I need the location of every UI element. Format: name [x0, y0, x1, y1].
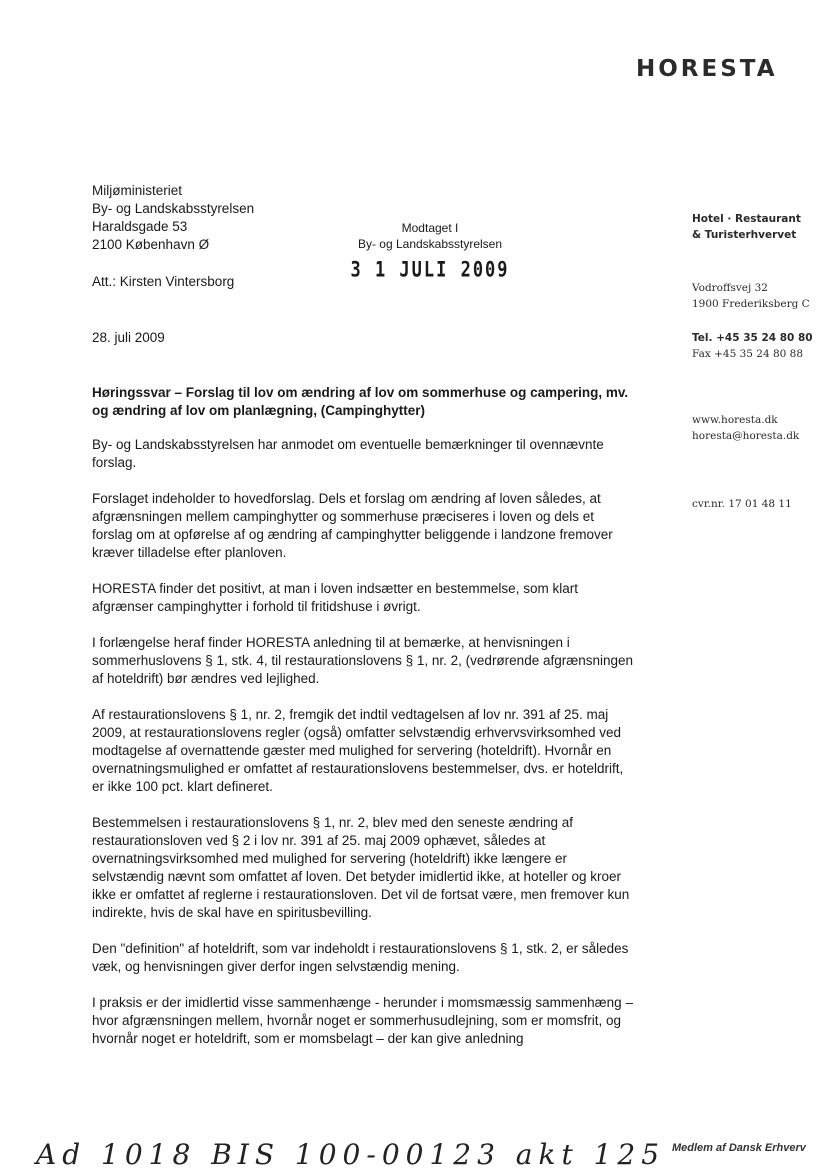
- sidebar-cvr: [692, 496, 792, 512]
- sidebar-contact: [692, 412, 799, 444]
- sidebar-org: [692, 211, 801, 243]
- org-line2: & Turisterhvervet: [692, 229, 797, 241]
- cvr-line: cvr.nr. 17 01 48 11: [692, 498, 792, 510]
- sidebar-phone: [692, 330, 813, 362]
- web-link[interactable]: www.horesta.dk: [692, 414, 778, 426]
- letter-heading: Høringssvar – Forslag til lov om ændring af lov om sommerhuse og campering, mv. og ændring af lov om planlægning, (Campinghytter): [92, 385, 629, 418]
- fax-line: Fax +45 35 24 80 88: [692, 348, 804, 360]
- paragraph: Bestemmelsen i restaurationslovens § 1, nr. 2, blev med den seneste ændring af restaurationsloven ved § 2 i lov nr. 391 af 25. maj 2009 ophævet, således at overnatningsvirksomhed med mulighed for servering (hoteldrift) ikke længere er selvstændig nævnt som omfattet af loven. Det betyder imidlertid ikke, at hoteller og kroer ikke er omfattet af reglerne i restaurationsloven. Det vil de fortsat være, men fremover kun indirekte, hvis de skal have en spiritusbevilling.: [92, 815, 630, 920]
- paragraph: I praksis er der imidlertid visse sammenhænge - herunder i momsmæssig sammenhæng – hvor afgrænsningen mellem, hvornår noget er sommerhusudlejning, som er momsfrit, og hvornår noget er hoteldrift, som er momsbelagt – der kan give anledning: [92, 995, 633, 1046]
- received-stamp: [350, 220, 510, 283]
- stamp-line1: Modtaget I: [401, 221, 459, 235]
- stamp-date: 3 1 JULI 2009: [350, 257, 510, 283]
- letter-body: [92, 384, 637, 1066]
- member-note: Medlem af Dansk Erhverv: [672, 1142, 806, 1154]
- address-line1: Vodroffsvej 32: [692, 282, 768, 294]
- email-link[interactable]: horesta@horesta.dk: [692, 430, 800, 442]
- stamp-line2: By- og Landskabsstyrelsen: [357, 237, 503, 251]
- paragraph: Af restaurationslovens § 1, nr. 2, fremgik det indtil vedtagelsen af lov nr. 391 af 25. maj 2009, at restaurationslovens regler (også) omfatter selvstændig erhvervsvirksomhed ved modtagelse af overnattende gæster med mulighed for servering (hoteldrift). Hvornår en overnatningsmulighed er omfattet af restaurationslovens bestemmelser, dvs. er hoteldrift, er ikke 100 pct. klart defineret.: [92, 707, 624, 794]
- paragraph: By- og Landskabsstyrelsen har anmodet om eventuelle bemærkninger til ovennævnte forslag.: [92, 437, 604, 470]
- logo-text: HORESTA: [636, 56, 778, 82]
- attention-line: Att.: Kirsten Vintersborg: [92, 274, 235, 289]
- tel-line: Tel. +45 35 24 80 80: [692, 332, 813, 344]
- recipient-line: By- og Landskabsstyrelsen: [92, 201, 255, 216]
- paragraph: Forslaget indeholder to hovedforslag. Dels et forslag om ændring af loven således, at afgrænsningen mellem campinghytter og sommerhuse præciseres i loven og dels et forslag om at opførelse af og ændring af campinghytter beliggende i landzone fremover kræver tilladelse efter planloven.: [92, 491, 613, 560]
- paragraph: HORESTA finder det positivt, at man i loven indsætter en bestemmelse, som klart afgrænser campinghytter i forhold til fritidshuse i øvrigt.: [92, 581, 578, 614]
- letter-date: 28. juli 2009: [92, 330, 165, 345]
- recipient-line: Miljøministeriet: [92, 183, 183, 198]
- recipient-line: 2100 København Ø: [92, 237, 210, 252]
- recipient-address: [92, 182, 254, 254]
- horesta-logo: [636, 48, 796, 88]
- paragraph: Den "definition" af hoteldrift, som var indeholdt i restaurationslovens § 1, stk. 2, er således væk, og henvisningen giver derfor ingen selvstændig mening.: [92, 941, 629, 974]
- recipient-line: Haraldsgade 53: [92, 219, 188, 234]
- handwritten-reference: Ad 1018 BIS 100-00123 akt 125: [36, 1138, 666, 1171]
- address-line2: 1900 Frederiksberg C: [692, 298, 810, 310]
- paragraph: I forlængelse heraf finder HORESTA anledning til at bemærke, at henvisningen i sommerhuslovens § 1, stk. 4, til restaurationslovens § 1, nr. 2, (vedrørende afgrænsningen af hoteldrift) bør ændres ved lejlighed.: [92, 635, 634, 686]
- org-line1: Hotel · Restaurant: [692, 213, 801, 225]
- sidebar-address: [692, 280, 810, 312]
